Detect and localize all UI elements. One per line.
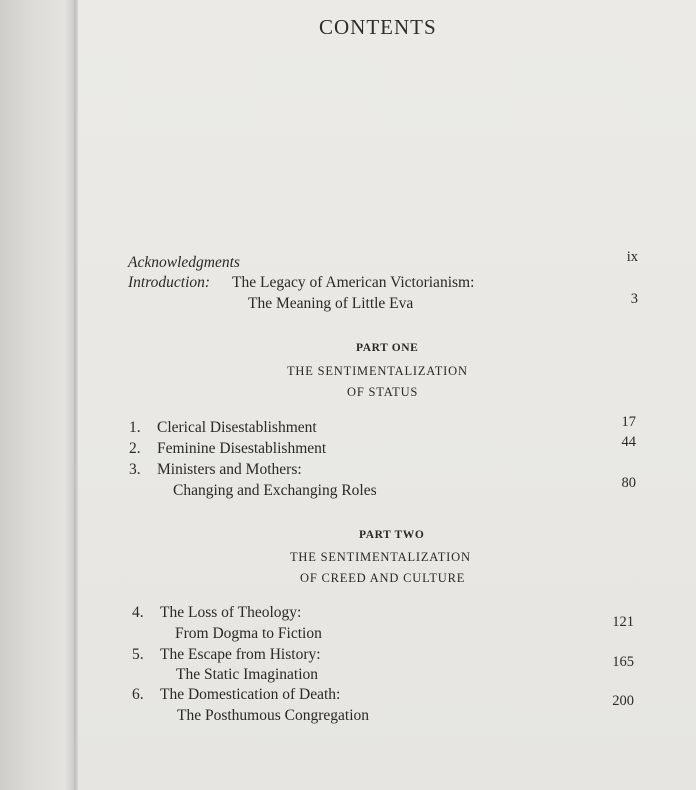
chapter-page: 165: [612, 654, 634, 670]
part-one-title-line2: OF STATUS: [347, 385, 419, 399]
page-title: CONTENTS: [319, 15, 437, 39]
part-two-title-line1: THE SENTIMENTALIZATION: [290, 550, 471, 564]
chapter-page: 17: [621, 414, 636, 430]
chapter-subtitle: Changing and Exchanging Roles: [173, 482, 377, 499]
acknowledgments-page: ix: [626, 249, 638, 265]
part-one-title-line1: THE SENTIMENTALIZATION: [287, 364, 468, 378]
part-one-label: PART ONE: [356, 342, 419, 354]
chapter-title: The Loss of Theology:: [160, 604, 302, 621]
chapter-number: 3.: [129, 461, 141, 478]
chapter-title: Ministers and Mothers:: [157, 461, 302, 478]
introduction-label: Introduction:: [128, 274, 211, 291]
acknowledgments-label: Acknowledgments: [128, 254, 240, 271]
chapter-number: 6.: [132, 686, 144, 703]
chapter-number: 1.: [129, 419, 141, 436]
introduction-page: 3: [630, 291, 638, 307]
facing-page-edge: [0, 0, 76, 790]
chapter-subtitle: From Dogma to Fiction: [175, 625, 322, 642]
chapter-number: 2.: [129, 440, 141, 457]
introduction-title-line1: The Legacy of American Victorianism:: [232, 274, 475, 291]
part-two-label: PART TWO: [359, 529, 425, 541]
chapter-page: 80: [621, 475, 636, 491]
chapter-title: Clerical Disestablishment: [157, 419, 317, 436]
part-two-title-line2: OF CREED AND CULTURE: [300, 571, 466, 585]
chapter-subtitle: The Static Imagination: [176, 666, 319, 683]
chapter-page: 200: [612, 693, 634, 709]
chapter-title: The Domestication of Death:: [160, 686, 341, 703]
chapter-title: Feminine Disestablishment: [157, 440, 327, 457]
chapter-subtitle: The Posthumous Congregation: [177, 707, 370, 724]
chapter-number: 4.: [132, 604, 144, 621]
chapter-page: 44: [621, 434, 636, 450]
introduction-title-line2: The Meaning of Little Eva: [248, 295, 414, 312]
chapter-number: 5.: [132, 646, 144, 663]
chapter-title: The Escape from History:: [160, 646, 321, 663]
chapter-page: 121: [612, 614, 634, 630]
